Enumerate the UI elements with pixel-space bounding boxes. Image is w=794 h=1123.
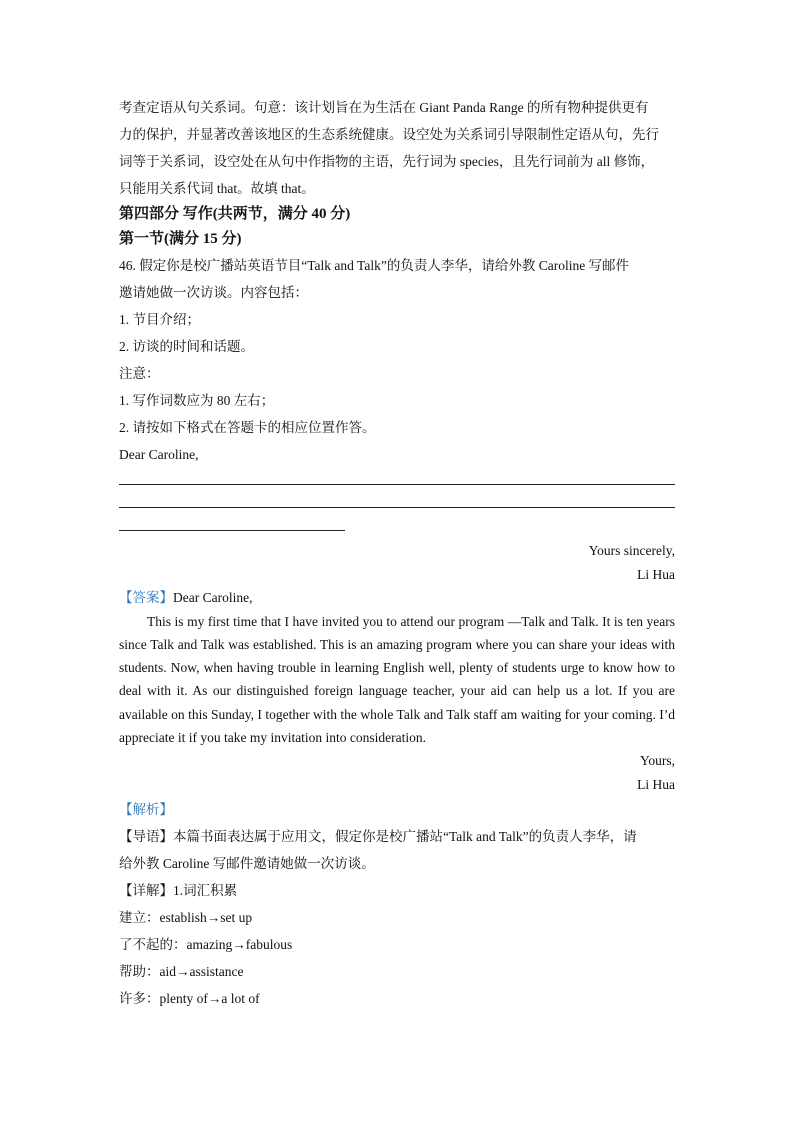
part4-heading: 第四部分 写作(共两节，满分 40 分) [119,206,351,222]
task-item: 1. 节目介绍； [119,312,200,327]
guide-line [119,823,675,850]
analysis-tag: 【解析】 [119,802,173,818]
guide-line: 给外教 Caroline 写邮件邀请她做一次访谈。 [119,856,375,872]
answer-header [119,586,675,610]
answer-signature: Li Hua [637,776,675,792]
answer-tag: 【答案】 [119,590,173,605]
detail-header [119,877,675,904]
letter-closing: Yours sincerely, [588,543,675,558]
document-page [119,94,675,1012]
intro-line: 只能用关系代词 that。故填 that。 [119,181,315,196]
vocab-item: 许多：plenty of→a lot of [119,991,260,1007]
guide-text: 本篇书面表达属于应用文，假定你是校广播站“Talk and Talk”的负责人李华，请 [173,829,637,845]
vocab-item: 了不起的：amazing→fabulous [119,937,293,953]
intro-line: 考查定语从句关系词。句意：该计划旨在为生活在 Giant Panda Range 的所有物种提供更有 [119,100,649,115]
letter-signature: Li Hua [637,566,675,582]
detail-tag: 【详解】 [119,883,173,899]
vocab-item: 帮助：aid→assistance [119,964,244,980]
note-label: 注意： [119,366,160,381]
letter-greeting: Dear Caroline, [119,447,199,462]
guide-section [119,823,675,877]
intro-paragraph [119,94,675,202]
answer-greeting: Dear Caroline, [173,590,253,605]
note-item: 2. 请按如下格式在答题卡的相应位置作答。 [119,420,376,435]
vocab-list [119,904,675,1012]
task-prompt-line: 46. 假定你是校广播站英语节目“Talk and Talk”的负责人李华，请给外教 Caroline 写邮件 [119,258,630,273]
note-item: 1. 写作词数应为 80 左右； [119,393,275,408]
answer-essay-body: This is my first time that I have invited you to attend our program —Talk and Talk. It is ten years since Talk and Talk was established. This is an amazing program where you can share your ideas with students. Now, when having trouble in learning English well, plenty of students urge to know how to deal with it. As our distinguished foreign language teacher, your aid can help us a lot. If you are available on this Sunday, I together with the whole Talk and Talk staff am waiting for your coming. I’d appreciate it if you take my invitation into consideration. [119,613,675,745]
answer-lines [119,468,675,531]
answer-closing: Yours, [639,753,675,769]
task-prompt [119,252,675,468]
task-prompt-line: 邀请她做一次访谈。内容包括： [119,285,308,300]
task-item: 2. 访谈的时间和话题。 [119,339,254,354]
vocab-item: 建立：establish→set up [119,910,253,926]
answer-essay [119,610,675,750]
intro-line: 力的保护，并显著改善该地区的生态系统健康。设空处为关系词引导限制性定语从句，先行 [119,127,659,142]
section1-heading: 第一节(满分 15 分) [119,231,242,247]
intro-line: 词等于关系词，设空处在从句中作指物的主语，先行词为 species，且先行词前为 all 修饰， [119,154,655,169]
detail-title: 1.词汇积累 [173,883,238,899]
guide-tag: 【导语】 [119,829,173,845]
